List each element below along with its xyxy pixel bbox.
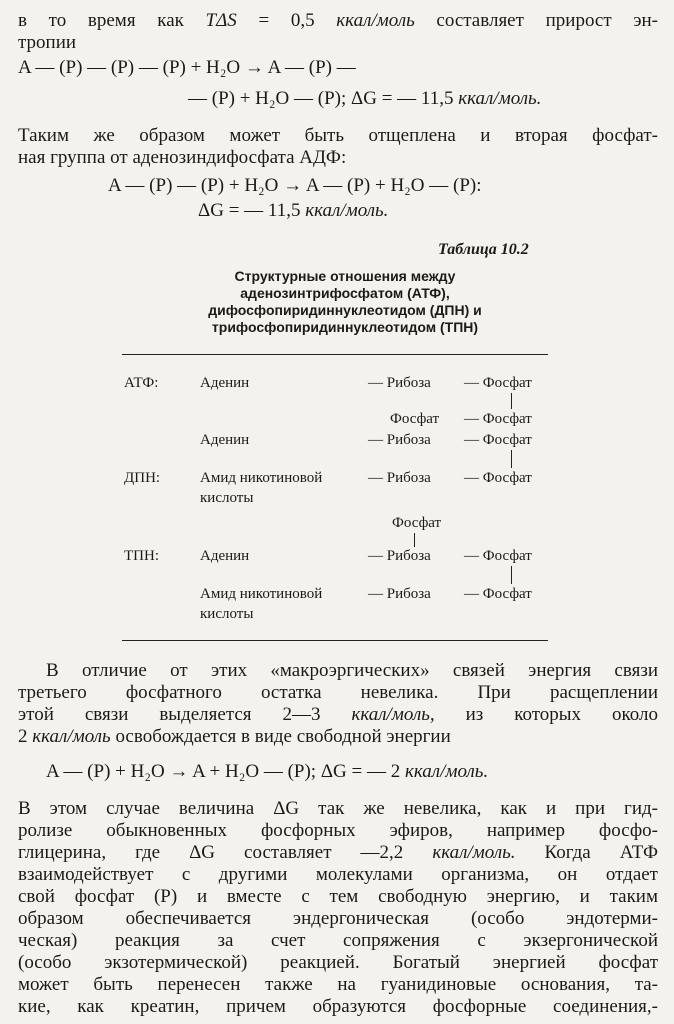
para1-line-2: ная группа от аденозиндифосфата АДФ: xyxy=(18,147,347,168)
para3-line-7: ческая) реакция за счет сопряжения с экзергонической xyxy=(18,930,658,951)
para3-line-6: образом обеспечивается эндергоническая (особо эндотерми- xyxy=(18,908,658,929)
table-caption: Таблица 10.2 xyxy=(438,241,529,258)
para3-line-3 xyxy=(18,842,658,864)
table-title-line-3: дифосфопиридиннуклеотидом (ДПН) и xyxy=(208,302,482,318)
text-run-italic: ккал/моль. xyxy=(432,842,516,863)
equation-1-line-b xyxy=(188,88,541,110)
table-cell-phosphate: — Фосфат xyxy=(464,586,532,602)
text-run-italic: ккал/моль. xyxy=(305,200,389,221)
text-run: составляет прирост эн- xyxy=(414,10,658,31)
table-title-line-2: аденозинтрифосфатом (АТФ), xyxy=(240,285,450,301)
table-cell-phosphate: — Фосфат xyxy=(464,375,532,391)
table-cell-sugar: — Рибоза xyxy=(368,432,431,448)
table-bottom-rule xyxy=(122,640,548,641)
text-run: 2 xyxy=(18,726,33,747)
para1-line-1: Таким же образом может быть отщеплена и вторая фосфат- xyxy=(18,125,658,146)
table-cell-sugar: — Рибоза xyxy=(368,375,431,391)
text-run: в то время как xyxy=(18,10,206,31)
bond-line xyxy=(511,393,512,409)
equation-2-line-b xyxy=(198,200,388,222)
text-run-italic: ккал/моль xyxy=(32,726,111,747)
para3-line-10: кие, как креатин, причем образуются фосфорные соединения,- xyxy=(18,996,658,1017)
bond-line xyxy=(414,533,415,547)
para2-line-3 xyxy=(18,704,658,726)
table-cell-sugar: — Рибоза xyxy=(368,586,431,602)
table-cell-base: Амид никотиновой xyxy=(200,586,323,602)
table-title-line-1: Структурные отношения между xyxy=(234,268,456,284)
table-top-rule xyxy=(122,354,548,355)
table-label-atp: АТФ: xyxy=(124,375,159,391)
text-run-italic: ккал/моль xyxy=(336,10,415,31)
para3-line-1: В этом случае величина ΔG так же невелика, как и при гид- xyxy=(18,798,658,819)
bond-line xyxy=(511,566,512,584)
equation-1-line-a: A — (P) — (P) — (P) + H₂O → A — (P) — xyxy=(18,57,356,78)
table-cell-sugar: — Рибоза xyxy=(368,470,431,486)
text-run-italic: ккал/моль. xyxy=(458,88,542,109)
table-cell-base: кислоты xyxy=(200,606,254,622)
equation-2-line-a: A — (P) — (P) + H₂O → A — (P) + H₂O — (P): xyxy=(108,175,482,196)
text-run: из которых около xyxy=(434,704,658,725)
para2-line-4 xyxy=(18,726,451,748)
table-cell-phosphate: Фосфат xyxy=(390,411,440,427)
intro-line-2: тропии xyxy=(18,32,77,53)
table-label-tpn: ТПН: xyxy=(124,548,159,564)
text-run: — (P) + H₂O — (P); ΔG = — 11,5 xyxy=(188,88,459,109)
para3-line-9: может быть перенесен также на гуанидиновые основания, та- xyxy=(18,974,658,995)
text-run-italic: ккал/моль, xyxy=(351,704,435,725)
table-cell-base: Аденин xyxy=(200,548,250,564)
table-label-dpn: ДПН: xyxy=(124,470,161,486)
table-cell-base: кислоты xyxy=(200,490,254,506)
text-run: этой связи выделяется 2—3 xyxy=(18,704,352,725)
table-cell-phosphate: — Фосфат xyxy=(464,548,532,564)
text-run: = 0,5 xyxy=(236,10,337,31)
para3-line-8: (особо экзотермической) реакцией. Богатый энергией фосфат xyxy=(18,952,658,973)
para2-line-1: В отличие от этих «макроэргических» связей энергия связи xyxy=(46,660,658,681)
table-cell-sugar: — Рибоза xyxy=(368,548,431,564)
intro-line-1 xyxy=(18,10,658,32)
equation-3 xyxy=(46,761,488,783)
text-run: освобождается в виде свободной энергии xyxy=(110,726,451,747)
para2-line-2: третьего фосфатного остатка невелика. При расщеплении xyxy=(18,682,658,703)
text-run-italic: TΔS xyxy=(205,10,237,31)
para3-line-2: ролизе обыкновенных фосфорных эфиров, например фосфо- xyxy=(18,820,658,841)
text-run: глицерина, где ΔG составляет —2,2 xyxy=(18,842,433,863)
text-run: Когда АТФ xyxy=(515,842,658,863)
table-cell-phosphate: Фосфат xyxy=(392,515,442,531)
table-cell-base: Амид никотиновой xyxy=(200,470,323,486)
table-cell-phosphate: — Фосфат xyxy=(464,432,532,448)
para3-line-4: взаимодействует с другими молекулами организма, он отдает xyxy=(18,864,658,885)
table-title-line-4: трифосфопиридиннуклеотидом (ТПН) xyxy=(211,319,479,335)
bond-line xyxy=(511,450,512,468)
text-run: ΔG = — 11,5 xyxy=(198,200,306,221)
table-cell-base: Аденин xyxy=(200,432,250,448)
para3-line-5: свой фосфат (P) и вместе с тем свободную энергию, и таким xyxy=(18,886,658,907)
table-cell-base: Аденин xyxy=(200,375,250,391)
text-run-italic: ккал/моль. xyxy=(405,761,489,782)
text-run: A — (P) + H₂O → A + H₂O — (P); ΔG = — 2 xyxy=(46,761,405,782)
table-cell-phosphate: — Фосфат xyxy=(464,470,532,486)
table-cell-phosphate: — Фосфат xyxy=(464,411,532,427)
